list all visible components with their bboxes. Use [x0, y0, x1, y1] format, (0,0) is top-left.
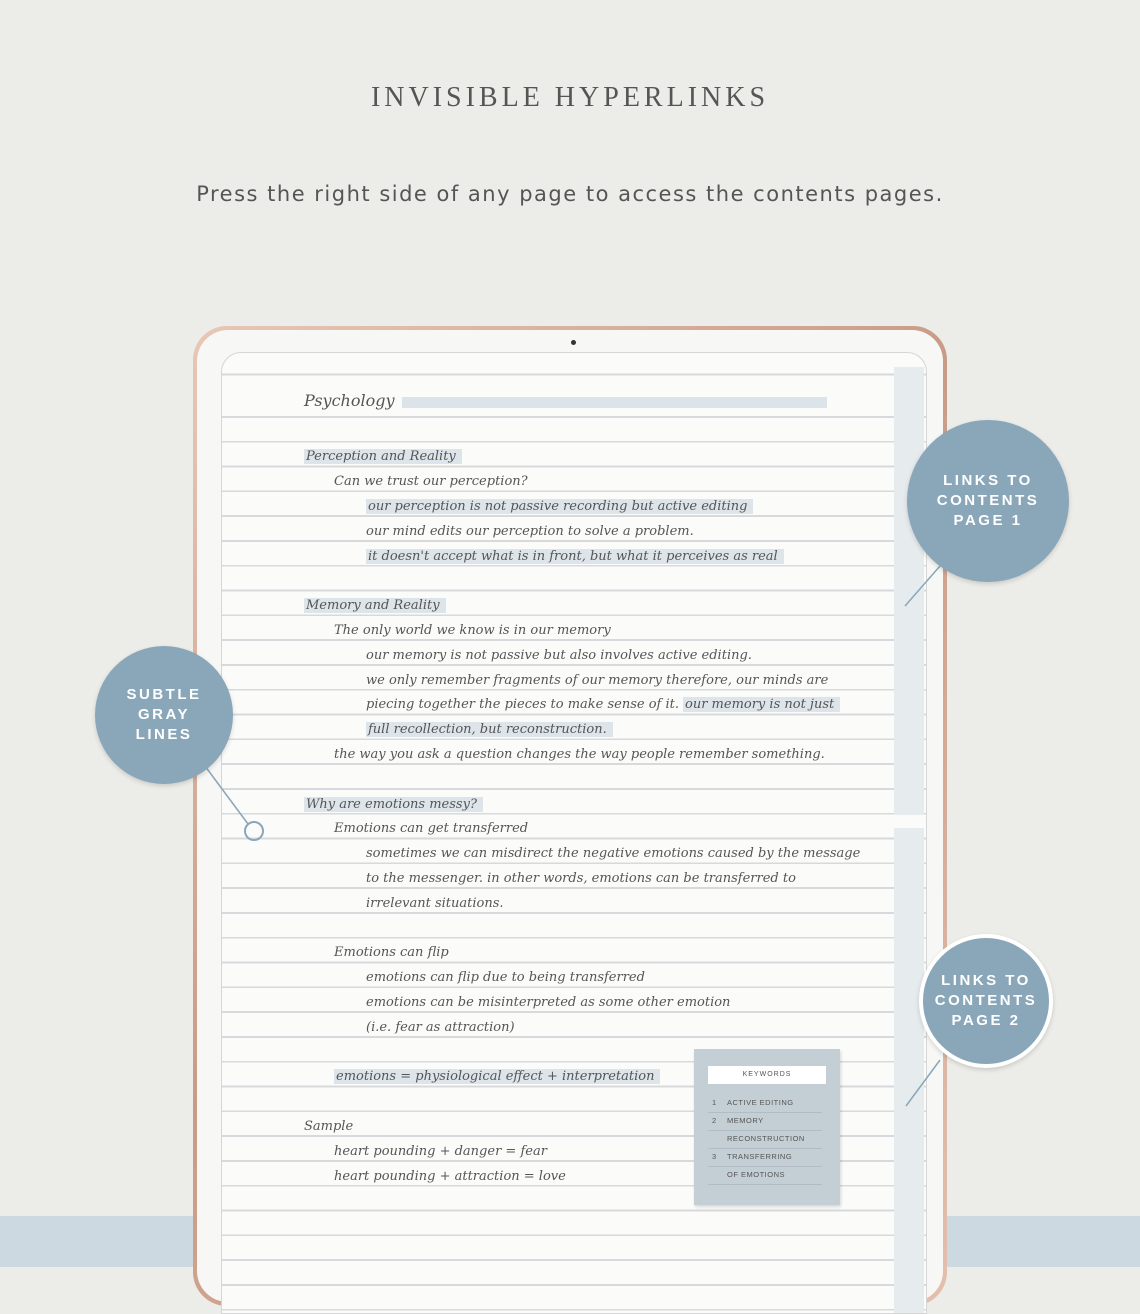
callout-1-line-3: PAGE 1: [953, 512, 1023, 529]
callout-3-line-3: PAGE 2: [951, 1012, 1021, 1029]
callout-1-line-1: LINKS TO: [943, 472, 1033, 489]
note-line-text: Perception and Reality: [304, 449, 462, 464]
note-line-text: our memory is not passive but also involves active editing.: [366, 647, 752, 663]
note-line-text: piecing together the pieces to make sense of it.: [366, 697, 679, 713]
notebook-page-title: Psychology: [304, 391, 395, 410]
note-line-text: Emotions can get transferred: [334, 821, 529, 837]
keyword-text: RECONSTRUCTION: [727, 1134, 805, 1143]
note-line-text: the way you ask a question changes the way people remember something.: [334, 747, 825, 762]
note-line-text: our mind edits our perception to solve a problem.: [366, 523, 694, 539]
leader-line-contents-2: [906, 1060, 940, 1106]
callout-2-line-2: GRAY: [138, 706, 190, 723]
callout-3-line-2: CONTENTS: [934, 992, 1038, 1009]
note-line-text: it doesn't accept what is in front, but what it perceives as real: [366, 549, 784, 564]
note-line-text: Why are emotions messy?: [304, 797, 483, 812]
keyword-number: 3: [712, 1152, 717, 1161]
note-line-text: Emotions can flip: [334, 945, 449, 961]
keyword-text: ACTIVE EDITING: [727, 1098, 794, 1107]
note-line-text: Sample: [304, 1119, 354, 1134]
note-line-text: The only world we know is in our memory: [334, 623, 611, 638]
note-line-text: emotions can flip due to being transferred: [366, 970, 645, 986]
callout-2-line-3: LINES: [135, 726, 193, 743]
leader-line-gray-lines: [205, 766, 248, 824]
note-line-text: Memory and Reality: [304, 598, 446, 613]
keyword-text: MEMORY: [727, 1116, 764, 1125]
keyword-number: 1: [712, 1098, 717, 1107]
note-line-highlight: our memory is not just: [683, 697, 840, 712]
callout-1-line-2: CONTENTS: [936, 492, 1040, 509]
callout-links-contents-page-2: [919, 934, 1053, 1068]
note-line-text: emotions can be misinterpreted as some other emotion: [366, 995, 731, 1010]
callout-marker-ring: [244, 821, 264, 841]
leader-line-contents-1: [905, 566, 940, 606]
keywords-heading: KEYWORDS: [708, 1066, 826, 1084]
callout-2-line-1: SUBTLE: [126, 686, 202, 703]
note-line-text: heart pounding + attraction = love: [334, 1168, 566, 1184]
note-line-text: full recollection, but reconstruction.: [366, 722, 613, 737]
keyword-number: 2: [712, 1116, 717, 1125]
note-line-text: Can we trust our perception?: [334, 474, 528, 490]
callout-subtle-gray-lines: [95, 646, 233, 784]
callout-links-contents-page-1: [907, 420, 1069, 582]
keyword-text: OF EMOTIONS: [727, 1170, 785, 1179]
note-line-text: we only remember fragments of our memory therefore, our minds are: [366, 672, 829, 688]
note-line-text: heart pounding + danger = fear: [334, 1143, 547, 1159]
note-line-text: sometimes we can misdirect the negative emotions caused by the message: [366, 846, 861, 862]
callout-3-line-1: LINKS TO: [941, 972, 1031, 989]
note-line-text: emotions = physiological effect + interpretation: [334, 1069, 660, 1084]
page-title: INVISIBLE HYPERLINKS: [370, 82, 770, 113]
note-line-text: to the messenger. in other words, emotions can be transferred to: [366, 871, 796, 886]
note-line-text: (i.e. fear as attraction): [366, 1019, 515, 1035]
note-line-text: our perception is not passive recording but active editing: [366, 499, 753, 514]
page-subtitle: Press the right side of any page to access the contents pages.: [196, 182, 944, 206]
note-line-text: irrelevant situations.: [366, 895, 504, 911]
keyword-text: TRANSFERRING: [727, 1152, 793, 1161]
